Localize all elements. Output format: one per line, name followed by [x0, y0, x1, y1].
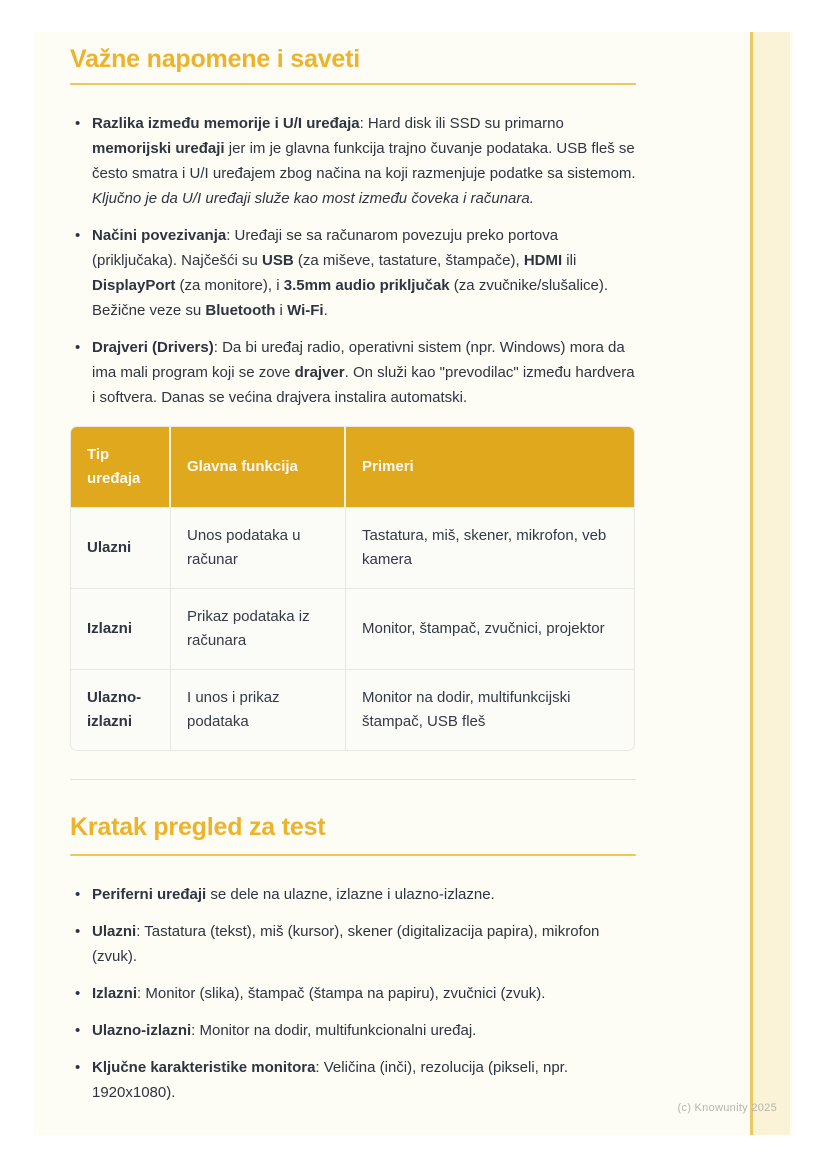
section2-underline [70, 854, 636, 856]
table-cell: Prikaz podataka iz računara [171, 588, 346, 669]
list-item-text: jer im je glavna funkcija trajno čuvanje podataka. USB fleš se često smatra i U/I uređajem zbog načina na koji razmenjuje podatke sa sistemom. [92, 140, 636, 182]
list-item-text: . On služi kao "prevodilac" između hardvera i softvera. Danas se većina drajvera instalira automatski. [92, 364, 635, 406]
list-item-text: i [275, 302, 288, 319]
list-item [70, 223, 636, 323]
section-divider [70, 779, 636, 780]
list-item-text: HDMI [523, 252, 563, 269]
list-item-text: . [323, 302, 328, 319]
table-cell: Monitor, štampač, zvučnici, projektor [346, 588, 634, 669]
section2-bullet-list [70, 882, 636, 1105]
table-cell: Ulazno-izlazni [71, 669, 171, 750]
table-header-cell: Tip uređaja [71, 427, 171, 507]
table-row [71, 588, 634, 669]
list-item [70, 111, 636, 211]
list-item-text: (za monitore), i [175, 277, 284, 294]
section1-bullet-list [70, 111, 636, 410]
table-row [71, 669, 634, 750]
list-item-text: memorijski uređaji [92, 140, 225, 157]
list-item [70, 981, 636, 1006]
list-item-text: : Hard disk ili SSD su primarno [359, 115, 564, 132]
section2-title: Kratak pregled za test [70, 813, 326, 841]
list-item-text: Drajveri (Drivers) [92, 339, 214, 356]
list-item-text: : Monitor (slika), štampač (štampa na papiru), zvučnici (zvuk). [137, 985, 546, 1002]
list-item-text: Razlika između memorije i U/I uređaja [92, 115, 360, 132]
list-item-text: Ključne karakteristike monitora [92, 1059, 316, 1076]
list-item-text: Ključno je da U/I uređaji služe kao most između čoveka i računara. [92, 190, 534, 207]
table-header-cell: Glavna funkcija [171, 427, 346, 507]
table-cell: Unos podataka u računar [171, 507, 346, 588]
list-item-text: Ulazno-izlazni [92, 1022, 192, 1039]
table-row [71, 507, 634, 588]
list-item-text: Ulazni [92, 923, 137, 940]
list-item-text: (za miševe, tastature, štampače), [293, 252, 524, 269]
list-item-text: drajver [294, 364, 345, 381]
list-item-text: : Tastatura (tekst), miš (kursor), skener (digitalizacija papira), mikrofon (zvuk). [92, 923, 600, 965]
list-item-text: : Da bi uređaj radio, operativni sistem (npr. Windows) mora da ima mali program koji se zove [92, 339, 625, 381]
section1-underline [70, 83, 636, 85]
list-item [70, 1018, 636, 1043]
list-item-text: Wi-Fi [287, 302, 324, 319]
list-item-text: : Monitor na dodir, multifunkcionalni uređaj. [191, 1022, 477, 1039]
list-item-text: (za zvučnike/slušalice). Bežične veze su [92, 277, 609, 319]
table-cell: I unos i prikaz podataka [171, 669, 346, 750]
list-item-text: Periferni uređaji [92, 886, 207, 903]
list-item-text: 3.5mm audio priključak [283, 277, 450, 294]
table-cell: Ulazni [71, 507, 171, 588]
list-item-text: Načini povezivanja [92, 227, 227, 244]
device-types-table-wrap [70, 426, 635, 751]
table-cell: Tastatura, miš, skener, mikrofon, veb kamera [346, 507, 634, 588]
right-accent-strip [750, 32, 790, 1135]
section1-title: Važne napomene i saveti [70, 45, 360, 73]
device-types-table [71, 427, 634, 750]
list-item-text: USB [262, 252, 294, 269]
list-item-text: : Uređaji se sa računarom povezuju preko portova (priključaka). Najčešći su [92, 227, 559, 269]
list-item-text: : Veličina (inči), rezolucija (pikseli, npr. 1920x1080). [92, 1059, 569, 1101]
table-cell: Izlazni [71, 588, 171, 669]
copyright-footer: (c) Knowunity 2025 [677, 1102, 777, 1114]
list-item [70, 882, 636, 907]
list-item-text: se dele na ulazne, izlazne i ulazno-izlazne. [206, 886, 495, 903]
list-item [70, 1055, 636, 1105]
list-item [70, 919, 636, 969]
list-item [70, 335, 636, 410]
table-header-cell: Primeri [346, 427, 634, 507]
list-item-text: DisplayPort [92, 277, 176, 294]
list-item-text: ili [562, 252, 577, 269]
table-cell: Monitor na dodir, multifunkcijski štampač, USB fleš [346, 669, 634, 750]
list-item-text: Izlazni [92, 985, 138, 1002]
content-column [70, 32, 636, 1117]
table-header-row [71, 427, 634, 507]
list-item-text: Bluetooth [205, 302, 276, 319]
document-page [33, 32, 793, 1135]
